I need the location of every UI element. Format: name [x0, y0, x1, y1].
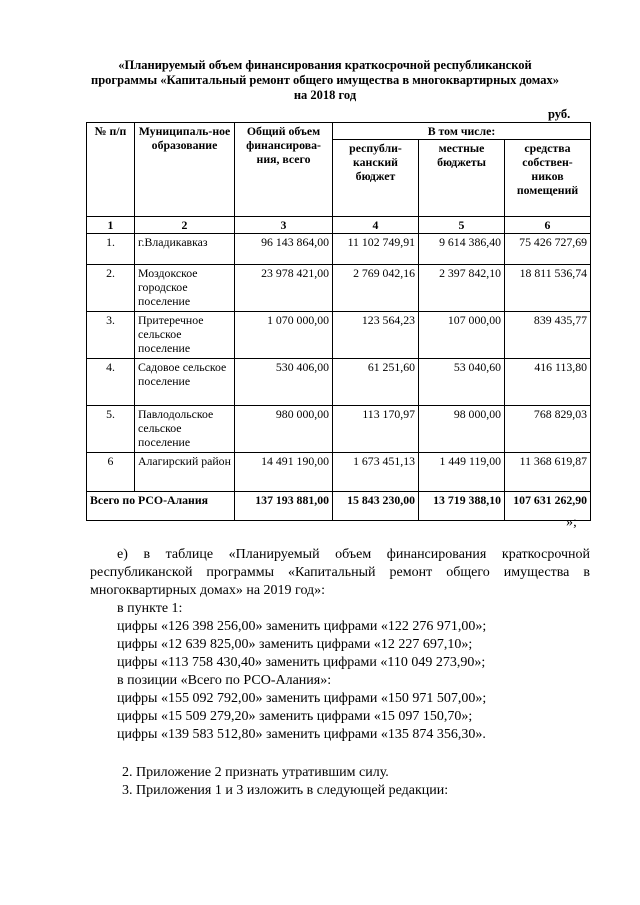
row-local: 98 000,00: [419, 406, 505, 453]
table-row: [87, 359, 591, 406]
header-including: В том числе:: [333, 123, 591, 140]
replacement-line: цифры «155 092 792,00» заменить цифрами «150 971 507,00»;: [117, 691, 487, 706]
total-sum: 137 193 881,00: [235, 492, 333, 521]
table-row: [87, 453, 591, 492]
financing-table: [86, 122, 591, 521]
row-republic: 123 564,23: [333, 312, 419, 359]
row-num: 1.: [87, 234, 135, 265]
amendment-text: [90, 546, 590, 800]
row-num: 5.: [87, 406, 135, 453]
col-number: 6: [505, 217, 591, 234]
table-row: [87, 234, 591, 265]
point-1-label: в пункте 1:: [117, 601, 183, 616]
row-republic: 11 102 749,91: [333, 234, 419, 265]
row-republic: 113 170,97: [333, 406, 419, 453]
col-number: 1: [87, 217, 135, 234]
total-local: 13 719 388,10: [419, 492, 505, 521]
total-republic: 15 843 230,00: [333, 492, 419, 521]
row-owners: 768 829,03: [505, 406, 591, 453]
row-name: г.Владикавказ: [135, 234, 235, 265]
title-line-1: «Планируемый объем финансирования краткосрочной республиканской: [118, 58, 532, 72]
col-number: 4: [333, 217, 419, 234]
row-name: Притеречное сельское поселение: [135, 312, 235, 359]
row-total: 23 978 421,00: [235, 265, 333, 312]
row-local: 53 040,60: [419, 359, 505, 406]
item-3: 3. Приложения 1 и 3 изложить в следующей редакции:: [122, 783, 449, 798]
table-title: [60, 58, 590, 103]
replacement-line: цифры «126 398 256,00» заменить цифрами «122 276 971,00»;: [117, 619, 487, 634]
row-republic: 61 251,60: [333, 359, 419, 406]
total-owners: 107 631 262,90: [505, 492, 591, 521]
title-line-2: программы «Капитальный ремонт общего имущества в многоквартирных домах»: [91, 73, 559, 87]
paragraph-e: е) в таблице «Планируемый объем финансирования краткосрочной республиканской программы «Капитальный ремонт общего имущества в многоквартирных домах» на 2019 год»:: [90, 547, 590, 598]
row-name: Алагирский район: [135, 453, 235, 492]
table-row: [87, 265, 591, 312]
row-num: 2.: [87, 265, 135, 312]
row-republic: 1 673 451,13: [333, 453, 419, 492]
closing-quote: »;: [566, 515, 577, 530]
row-local: 1 449 119,00: [419, 453, 505, 492]
row-local: 9 614 386,40: [419, 234, 505, 265]
row-local: 107 000,00: [419, 312, 505, 359]
total-label: Всего по РСО-Алания: [87, 492, 235, 521]
col-number: 5: [419, 217, 505, 234]
header-owners: средства собствен-ников помещений: [505, 140, 591, 217]
row-total: 14 491 190,00: [235, 453, 333, 492]
row-owners: 11 368 619,87: [505, 453, 591, 492]
row-name: Моздокское городское поселение: [135, 265, 235, 312]
row-total: 96 143 864,00: [235, 234, 333, 265]
replacement-line: цифры «12 639 825,00» заменить цифрами «12 227 697,10»;: [117, 637, 473, 652]
header-num: № п/п: [87, 123, 135, 217]
row-owners: 75 426 727,69: [505, 234, 591, 265]
row-republic: 2 769 042,16: [333, 265, 419, 312]
header-total: Общий объем финансирова-ния, всего: [235, 123, 333, 217]
row-total: 530 406,00: [235, 359, 333, 406]
replacement-line: цифры «15 509 279,20» заменить цифрами «15 097 150,70»;: [117, 709, 473, 724]
col-number: 3: [235, 217, 333, 234]
replacement-line: цифры «113 758 430,40» заменить цифрами «110 049 273,90»;: [117, 655, 486, 670]
total-row: [87, 492, 591, 521]
table-row: [87, 312, 591, 359]
currency-unit: руб.: [548, 107, 571, 121]
col-number: 2: [135, 217, 235, 234]
replacement-line: цифры «139 583 512,80» заменить цифрами «135 874 356,30».: [117, 727, 486, 742]
header-republic: республи-канский бюджет: [333, 140, 419, 217]
row-owners: 18 811 536,74: [505, 265, 591, 312]
row-local: 2 397 842,10: [419, 265, 505, 312]
row-num: 4.: [87, 359, 135, 406]
header-local: местные бюджеты: [419, 140, 505, 217]
row-num: 6: [87, 453, 135, 492]
row-name: Павлодольское сельское поселение: [135, 406, 235, 453]
row-total: 1 070 000,00: [235, 312, 333, 359]
position-label: в позиции «Всего по РСО-Алания»:: [117, 673, 332, 688]
row-num: 3.: [87, 312, 135, 359]
title-line-3: на 2018 год: [293, 88, 357, 102]
header-municipality: Муниципаль-ное образование: [135, 123, 235, 217]
row-total: 980 000,00: [235, 406, 333, 453]
row-name: Садовое сельское поселение: [135, 359, 235, 406]
row-owners: 839 435,77: [505, 312, 591, 359]
table-row: [87, 406, 591, 453]
row-owners: 416 113,80: [505, 359, 591, 406]
item-2: 2. Приложение 2 признать утратившим силу.: [122, 765, 389, 780]
